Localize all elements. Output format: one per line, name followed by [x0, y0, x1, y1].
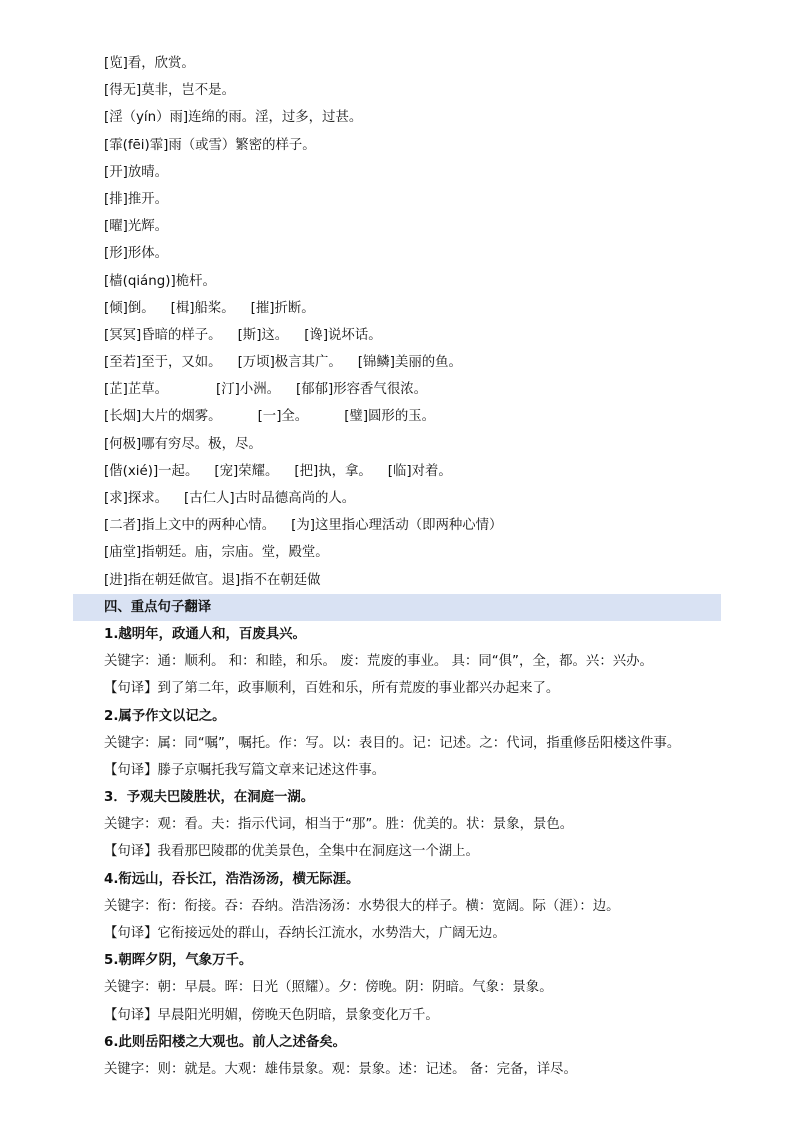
vocab-entry: [二者]指上文中的两种心情。: [104, 518, 276, 534]
vocab-line: [0, 186, 794, 213]
vocab-entry: [宠]荣耀。: [214, 463, 279, 479]
vocab-entry: [斯]这。: [237, 327, 289, 343]
vocab-entry: [淫（yín）雨]连绵的雨。淫，过多，过甚。: [104, 110, 363, 126]
vocab-line: [0, 159, 794, 186]
vocab-entry: [曜]光辉。: [104, 219, 169, 235]
vocab-entry: [郁郁]形容香气很浓。: [296, 382, 427, 398]
vocab-entry: [至若]至于，又如。: [104, 355, 222, 371]
sentence-title: 2.属予作文以记之。: [104, 708, 226, 724]
vocab-entry: [排]推开。: [104, 191, 169, 207]
vocab-line: [0, 50, 794, 77]
vocab-entry: [谗]说坏话。: [304, 327, 382, 343]
vocab-entry: [楫]船桨。: [170, 300, 235, 316]
sentence-translation: 【句译】到了第二年，政事顺利，百姓和乐，所有荒废的事业都兴办起来了。: [104, 681, 560, 697]
vocab-entry: [古仁人]古时品德高尚的人。: [184, 491, 356, 506]
vocab-entry: [汀]小洲。: [216, 382, 281, 398]
vocab-line: [0, 240, 794, 267]
vocab-entry: [把]执，拿。: [294, 463, 372, 479]
vocab-line: [0, 349, 794, 376]
vocab-entry: [为]这里指心理活动（即两种心情）: [291, 518, 503, 534]
vocab-entry: [得无]莫非，岂不是。: [104, 83, 235, 99]
sentence-keywords: 关键字：则：就是。大观：雄伟景象。观：景象。述：记述。 备：完备，详尽。: [104, 1061, 577, 1077]
vocab-entry: [何极]哪有穷尽。极，尽。: [104, 436, 262, 452]
sentence-title: 1.越明年，政通人和，百废具兴。: [104, 626, 306, 642]
vocab-line: [0, 268, 794, 295]
vocab-entry: [锦鳞]美丽的鱼。: [357, 355, 462, 371]
vocab-entry: [霏(fēi)霏]雨（或雪）繁密的样子。: [104, 137, 316, 153]
vocab-entry: [倾]倒。: [104, 300, 155, 316]
vocab-line: [0, 132, 794, 159]
vocab-entry: [求]探求。: [104, 491, 169, 506]
vocab-line: [0, 322, 794, 349]
sentence-keywords: 关键字：通：顺利。 和：和睦，和乐。 废：荒废的事业。 具：同“俱”，全，都。兴：兴办。: [104, 654, 653, 670]
vocab-line: [0, 485, 794, 512]
sentence-keywords: 关键字：朝：早晨。晖：日光（照耀）。夕：傍晚。阴：阴暗。气象：景象。: [104, 980, 553, 996]
sentence-keywords: 关键字：属：同“嘱”，嘱托。作：写。以：表目的。记：记述。之：代词，指重修岳阳楼这件事。: [104, 735, 681, 751]
vocab-entry: [摧]折断。: [250, 300, 315, 316]
sentence-translation-list: [0, 621, 794, 1083]
sentence-translation: 【句译】它衔接远处的群山，吞纳长江流水，水势浩大，广阔无边。: [104, 926, 506, 941]
vocab-entry: [临]对着。: [387, 463, 452, 479]
vocab-line: [0, 295, 794, 322]
vocab-entry: [一]全。: [257, 409, 309, 425]
sentence-title: 6.此则岳阳楼之大观也。前人之述备矣。: [104, 1034, 347, 1050]
section-heading: 四、重点句子翻译: [73, 594, 721, 621]
vocab-entry: [芷]芷草。: [104, 382, 169, 398]
vocab-entry: [万顷]极言其广。: [237, 355, 342, 371]
vocab-line: [0, 376, 794, 403]
sentence-title: 3．予观夫巴陵胜状，在洞庭一湖。: [104, 790, 315, 806]
vocab-line: [0, 431, 794, 458]
vocab-entry: [樯(qiáng)]桅杆。: [104, 273, 216, 289]
sentence-translation: 【句译】滕子京嘱托我写篇文章来记述这件事。: [104, 762, 386, 778]
vocab-entry: [览]看，欣赏。: [104, 56, 195, 71]
vocabulary-list: [0, 50, 794, 594]
sentence-keywords: 关键字：衔：衔接。吞：吞纳。浩浩汤汤：水势很大的样子。横：宽阔。际（涯）：边。: [104, 898, 620, 914]
vocab-line: [0, 567, 794, 594]
sentence-title: 4.衔远山，吞长江，浩浩汤汤，横无际涯。: [104, 871, 360, 887]
vocab-entry: [开]放晴。: [104, 164, 169, 180]
vocab-entry: [璧]圆形的玉。: [344, 409, 435, 425]
vocab-line: [0, 512, 794, 539]
sentence-translation: 【句译】我看那巴陵郡的优美景色，全集中在洞庭这一个湖上。: [104, 844, 479, 860]
document-content: [0, 50, 794, 1083]
vocab-entry: [形]形体。: [104, 246, 169, 262]
sentence-translation: 【句译】早晨阳光明媚，傍晚天色阴暗，景象变化万千。: [104, 1007, 439, 1023]
vocab-entry: [偕(xié)]一起。: [104, 463, 199, 479]
vocab-line: [0, 104, 794, 131]
vocab-line: [0, 539, 794, 566]
vocab-line: [0, 77, 794, 104]
vocab-entry: [庙堂]指朝廷。庙，宗庙。堂，殿堂。: [104, 545, 329, 561]
sentence-keywords: 关键字：观：看。夫：指示代词，相当于“那”。胜：优美的。状：景象，景色。: [104, 817, 574, 833]
vocab-line: [0, 213, 794, 240]
sentence-title: 5.朝晖夕阴，气象万千。: [104, 953, 253, 969]
vocab-entry: [冥冥]昏暗的样子。: [104, 327, 222, 343]
vocab-entry: [进]指在朝廷做官。退]指不在朝廷做: [104, 572, 321, 588]
vocab-line: [0, 403, 794, 430]
vocab-line: [0, 458, 794, 485]
vocab-entry: [长烟]大片的烟雾。: [104, 409, 222, 425]
